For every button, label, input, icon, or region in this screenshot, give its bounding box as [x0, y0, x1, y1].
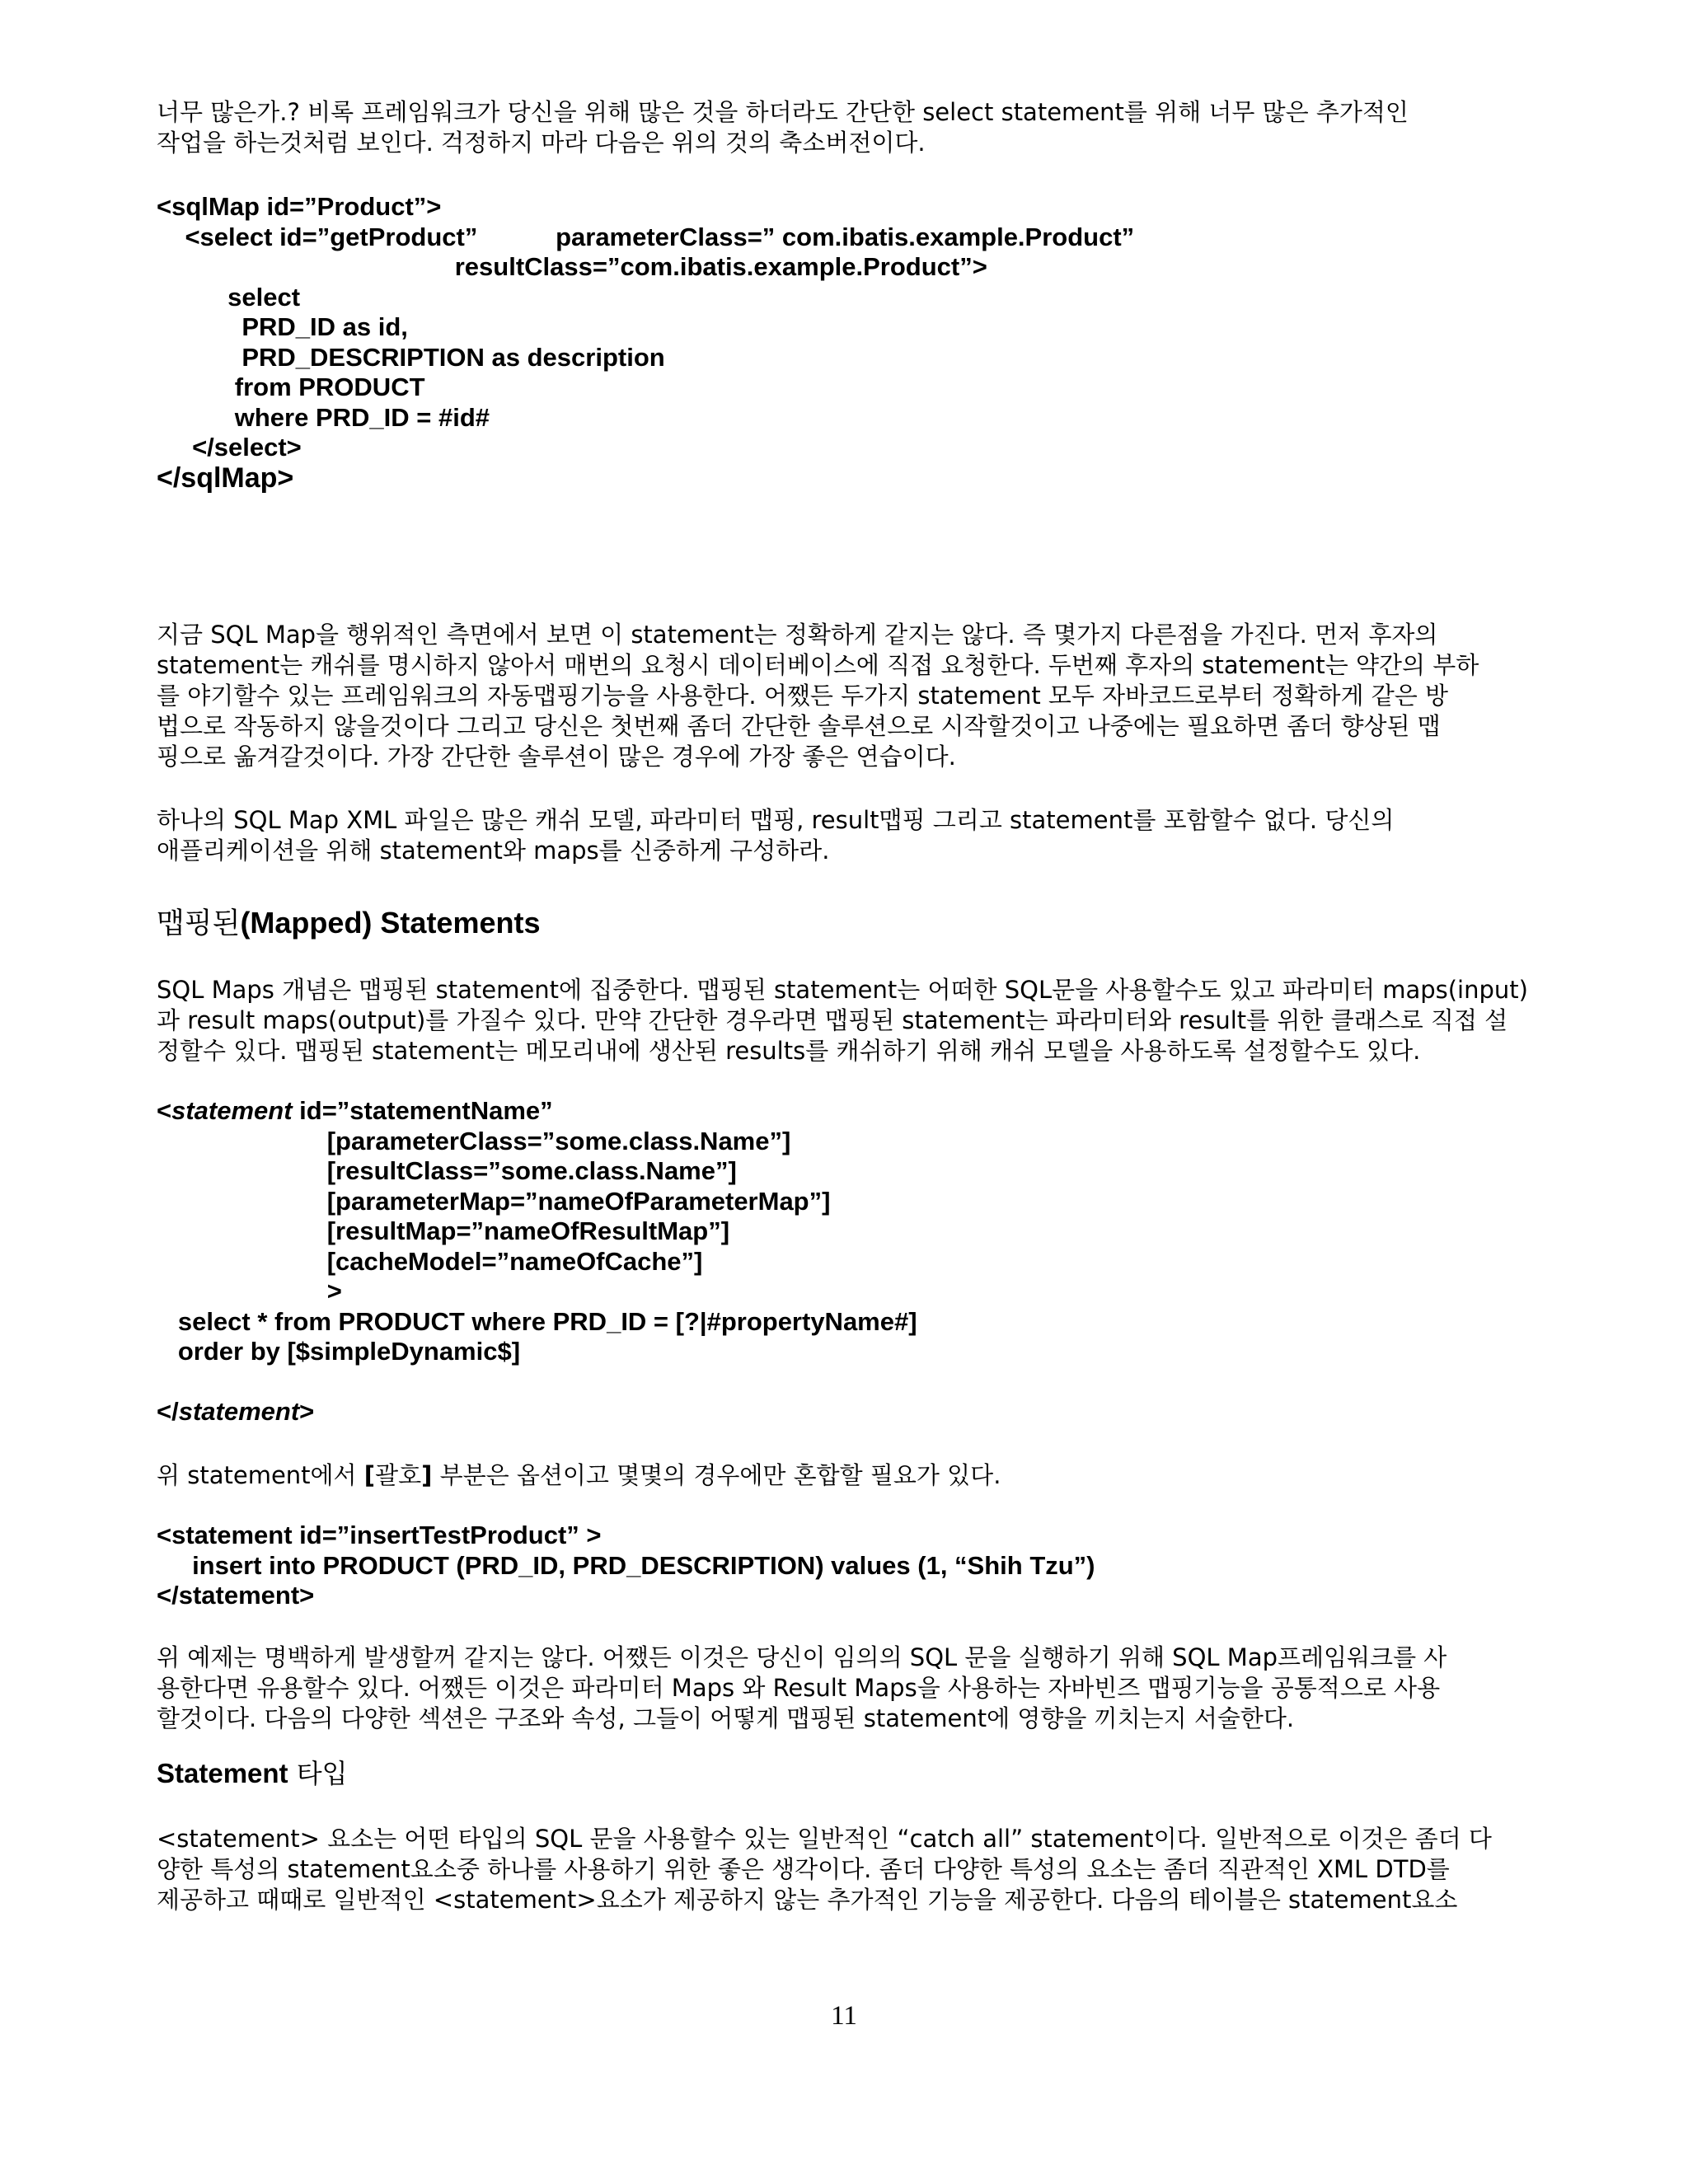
text-line: 위 예제는 명백하게 발생할꺼 같지는 않다. 어쨌든 이것은 당신이 임의의 SQL 문을 실행하기 위해 SQL Map프레임워크를 사: [157, 1643, 1447, 1671]
text-line: 과 result maps(output)를 가질수 있다. 만약 간단한 경우라면 맵핑된 statement는 파라미터와 result를 위한 클래스로 직접 설: [157, 1006, 1508, 1034]
heading-korean: 맵핑된: [157, 907, 241, 940]
insert-code-block: [157, 1521, 1541, 1611]
paragraph-statement-element: [157, 1824, 1541, 1915]
paragraph-example-note: [157, 1643, 1541, 1734]
page-number: 11: [831, 2001, 857, 2031]
code-line: select: [157, 282, 301, 312]
code-line: where PRD_ID = #id#: [157, 402, 490, 432]
code-line: PRD_ID as id,: [157, 312, 408, 341]
text-line: 작업을 하는것처럼 보인다. 걱정하지 마라 다음은 위의 것의 축소버전이다.: [157, 129, 926, 157]
code-line: insert into PRODUCT (PRD_ID, PRD_DESCRIPTION) values (1, “Shih Tzu”): [157, 1550, 1095, 1580]
note-text: 부분은 옵션이고 몇몇의 경우에만 혼합할 필요가 있다.: [432, 1461, 1001, 1489]
code-line: [resultClass=”some.class.Name”]: [157, 1156, 737, 1185]
text-line: 하나의 SQL Map XML 파일은 많은 캐쉬 모델, 파라미터 맵핑, result맵핑 그리고 statement를 포함할수 없다. 당신의: [157, 806, 1395, 834]
text-line: <statement> 요소는 어떤 타입의 SQL 문을 사용할수 있는 일반적인 “catch all” statement이다. 일반적으로 이것은 좀더 다: [157, 1825, 1492, 1853]
text-line: 정할수 있다. 맵핑된 statement는 메모리내에 생산된 results를 캐쉬하기 위해 캐쉬 모델을 사용하도록 설정할수도 있다.: [157, 1037, 1421, 1065]
text-line: 양한 특성의 statement요소중 하나를 사용하기 위한 좋은 생각이다. 좀더 다양한 특성의 요소는 좀더 직관적인 XML DTD를: [157, 1855, 1450, 1883]
code-line: select * from PRODUCT where PRD_ID = [?|#propertyName#]: [157, 1306, 917, 1336]
code-line: [resultMap=”nameOfResultMap”]: [157, 1216, 730, 1245]
paragraph-behavior: [157, 620, 1541, 772]
note-text: 위 statement에서: [157, 1461, 364, 1489]
code-line: order by [$simpleDynamic$]: [157, 1337, 521, 1366]
statement-syntax-code-block: [157, 1096, 1541, 1427]
text-line: 너무 많은가.? 비록 프레임워크가 당신을 위해 많은 것을 하더라도 간단한 select statement를 위해 너무 많은 추가적인: [157, 98, 1409, 126]
section-heading-mapped-statements: [157, 905, 1541, 942]
text-line: [157, 1460, 1541, 1491]
statement-keyword: statement: [178, 1397, 300, 1426]
heading-bold: (Mapped) Statements: [240, 906, 541, 940]
note-text: 괄호: [375, 1461, 422, 1489]
text-line: SQL Maps 개념은 맵핑된 statement에 집중한다. 맵핑된 statement는 어떠한 SQL문을 사용할수도 있고 파라미터 maps(input): [157, 976, 1528, 1004]
text-line: 할것이다. 다음의 다양한 섹션은 구조와 속성, 그들이 어떻게 맵핑된 statement에 영향을 끼치는지 서술한다.: [157, 1704, 1295, 1732]
heading-korean: 타입: [288, 1758, 348, 1789]
code-line: <select id=”getProduct” parameterClass=” com.ibatis.example.Product”: [157, 222, 1135, 251]
paragraph-sql-maps-concept: [157, 975, 1541, 1066]
text-line: statement는 캐쉬를 명시하지 않아서 매번의 요청시 데이터베이스에 직접 요청한다. 두번째 후자의 statement는 약간의 부하: [157, 651, 1479, 679]
text-line: 용한다면 유용할수 있다. 어쨌든 이것은 파라미터 Maps 와 Result Maps을 사용하는 자바빈즈 맵핑기능을 공통적으로 사용: [157, 1674, 1441, 1702]
tag-lt: </: [157, 1397, 179, 1426]
bracket-open: [: [363, 1461, 376, 1489]
heading-bold: Statement: [157, 1758, 288, 1788]
code-line: >: [157, 1277, 342, 1305]
intro-paragraph: [157, 97, 1541, 158]
code-line: [cacheModel=”nameOfCache”]: [157, 1246, 703, 1276]
section-heading-statement-type: [157, 1757, 1541, 1790]
statement-keyword: statement: [171, 1096, 293, 1125]
tag-gt: >: [299, 1397, 315, 1426]
tag-lt: <: [157, 1096, 172, 1125]
code-line: [parameterClass=”some.class.Name”]: [157, 1126, 791, 1155]
text-line: 를 야기할수 있는 프레임워크의 자동맵핑기능을 사용한다. 어쨌든 두가지 statement 모두 자바코드로부터 정확하게 같은 방: [157, 682, 1449, 710]
sqlmap-code-block: [157, 192, 1541, 493]
code-line: <statement id=”insertTestProduct” >: [157, 1521, 602, 1549]
text-line: 애플리케이션을 위해 statement와 maps를 신중하게 구성하라.: [157, 837, 830, 865]
code-line-open-tag: [157, 1096, 1541, 1127]
note-brackets: [157, 1460, 1541, 1491]
code-line: PRD_DESCRIPTION as description: [157, 342, 665, 372]
code-line: [parameterMap=”nameOfParameterMap”]: [157, 1186, 831, 1216]
text-line: 법으로 작동하지 않을것이다 그리고 당신은 첫번째 좀더 간단한 솔루션으로 시작할것이고 나중에는 필요하면 좀더 향상된 맵: [157, 712, 1441, 740]
code-line-close-tag: [157, 1397, 1541, 1427]
code-line: </select>: [157, 433, 302, 462]
text-line: 핑으로 옮겨갈것이다. 가장 간단한 솔루션이 많은 경우에 가장 좋은 연습이다.: [157, 743, 956, 771]
code-line-closing: </sqlMap>: [157, 462, 294, 494]
text-line: 지금 SQL Map을 행위적인 측면에서 보면 이 statement는 정확하게 같지는 않다. 즉 몇가지 다른점을 가진다. 먼저 후자의: [157, 621, 1438, 649]
paragraph-xml-file: [157, 805, 1541, 866]
text-line: 제공하고 때때로 일반적인 <statement>요소가 제공하지 않는 추가적인 기능을 제공한다. 다음의 테이블은 statement요소: [157, 1886, 1458, 1914]
code-line: <sqlMap id=”Product”>: [157, 192, 442, 221]
code-line: resultClass=”com.ibatis.example.Product”>: [157, 252, 987, 281]
bracket-close: ]: [421, 1461, 433, 1489]
code-line: </statement>: [157, 1581, 315, 1610]
code-line: from PRODUCT: [157, 373, 425, 401]
tag-attr: id=”statementName”: [292, 1096, 553, 1125]
